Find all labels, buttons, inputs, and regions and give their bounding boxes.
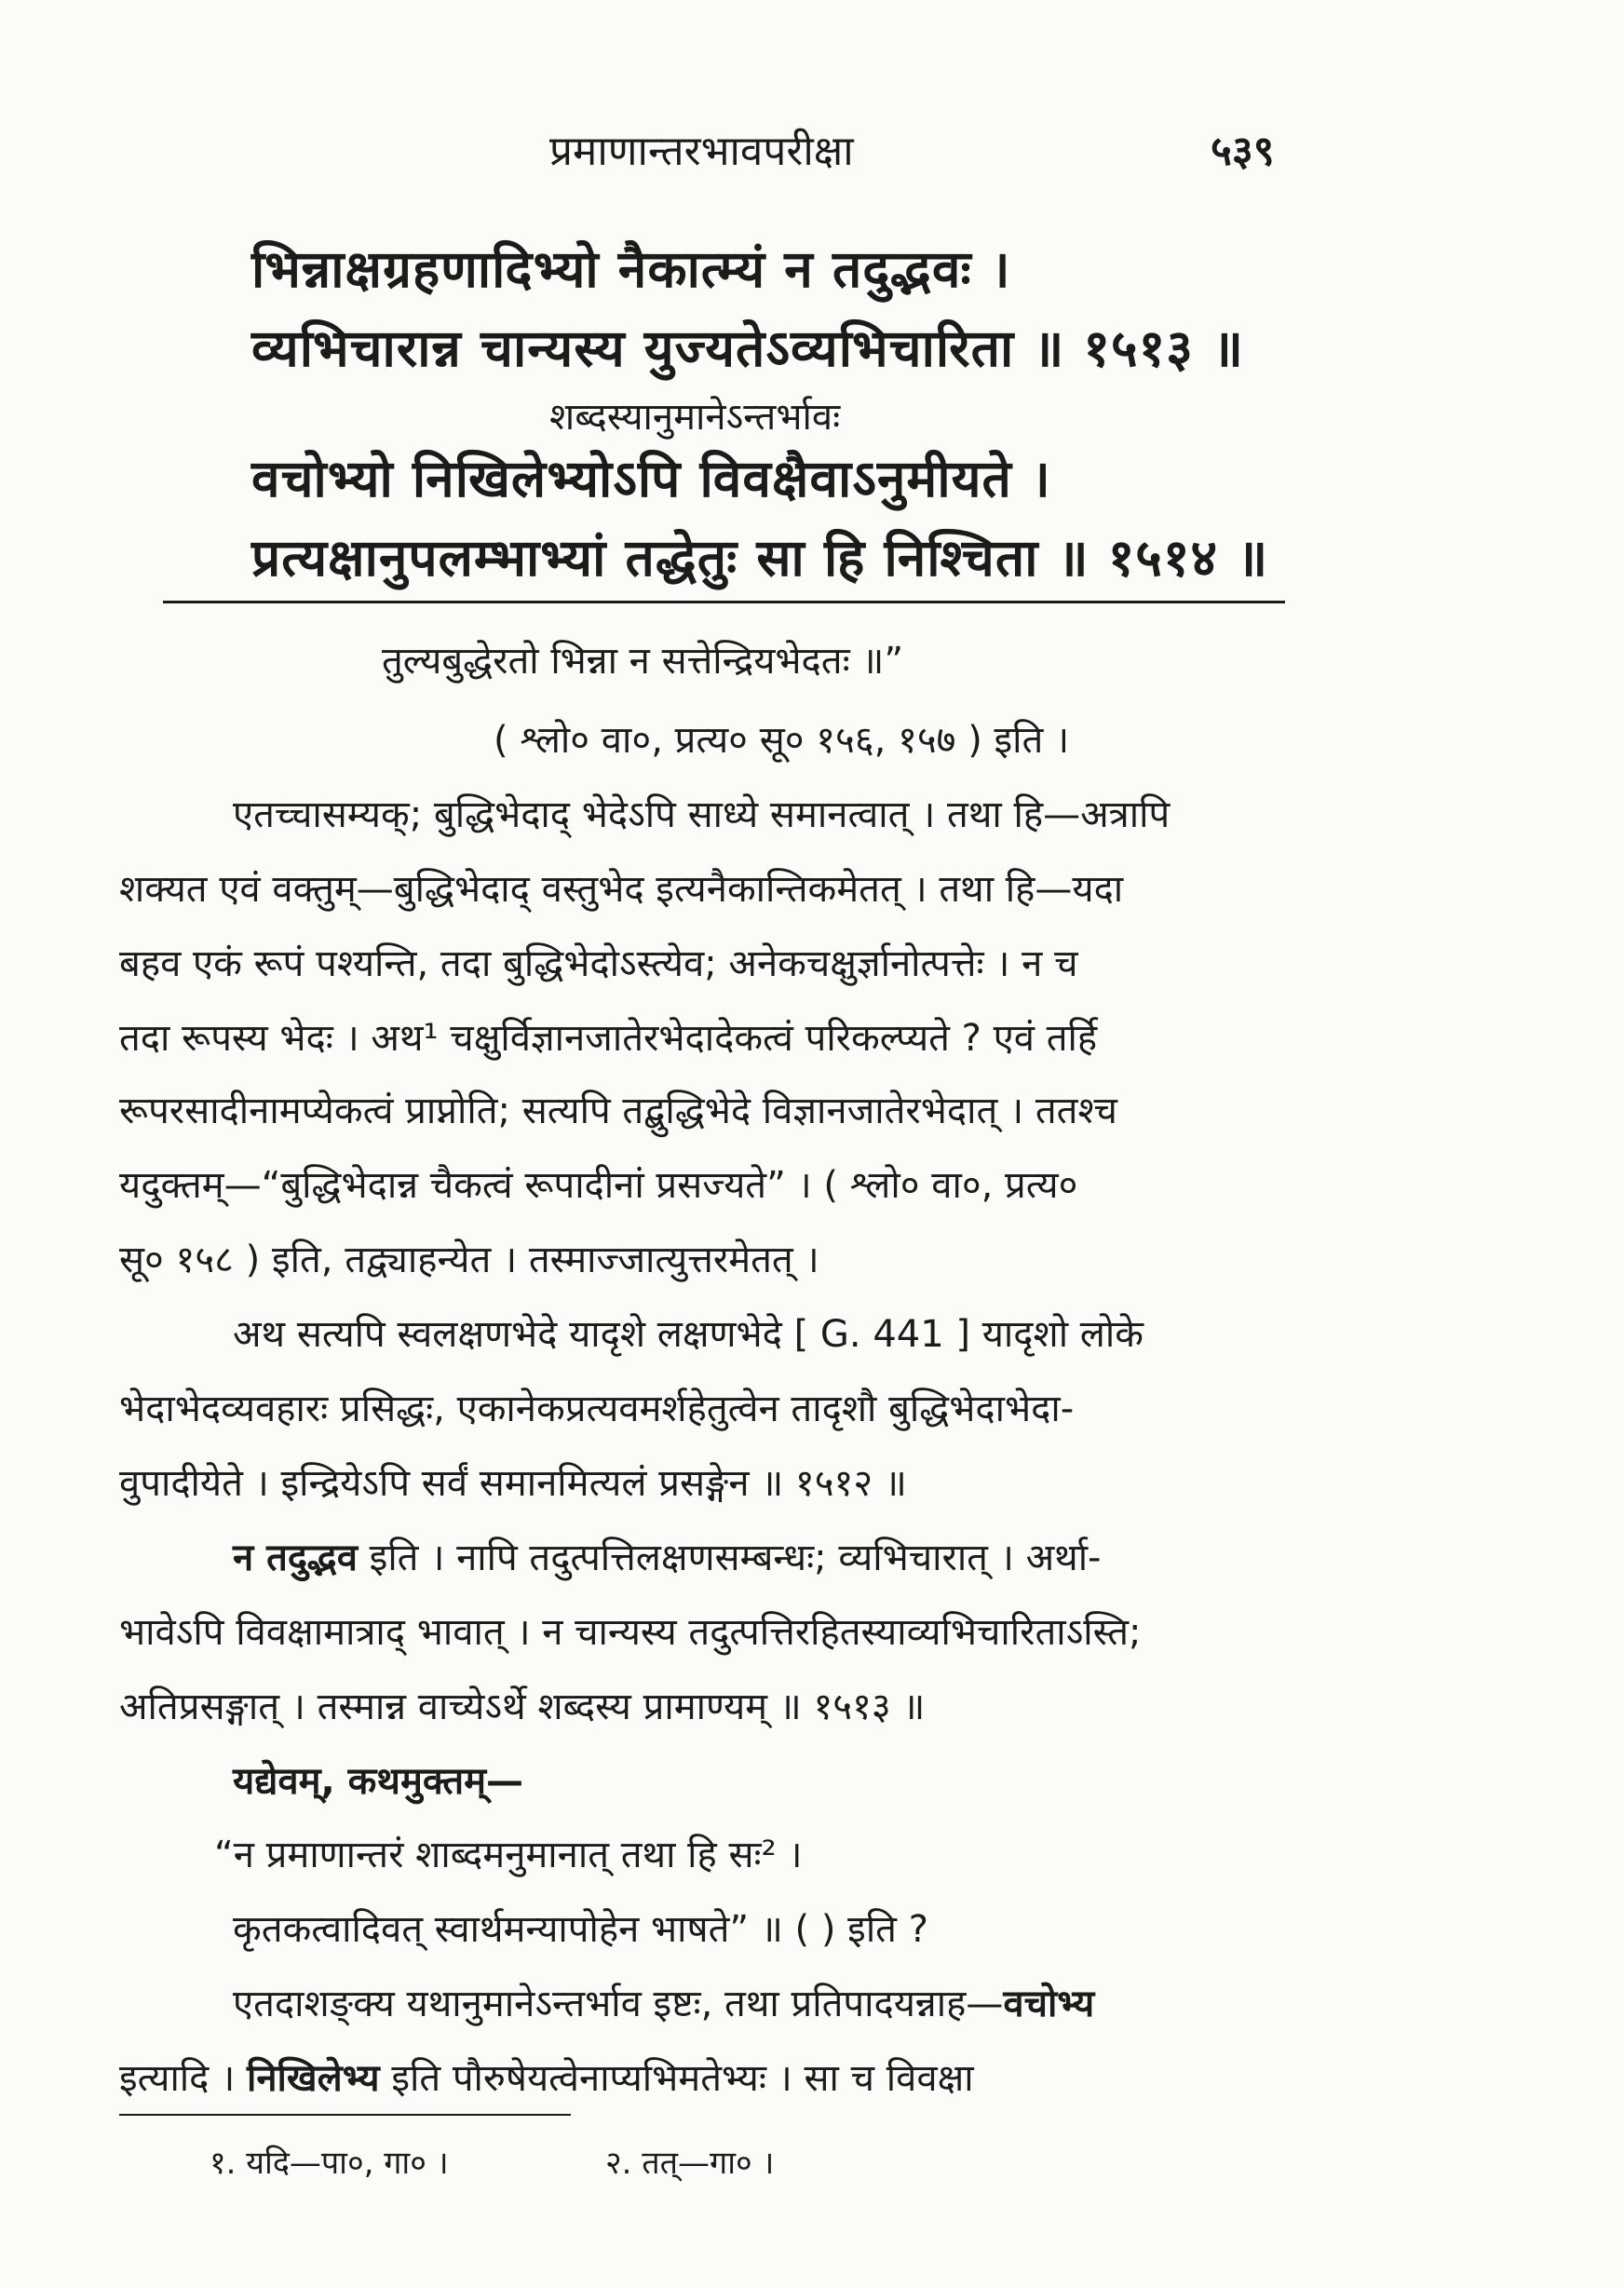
commentary-text: एतदाशङ्क्य यथानुमानेऽन्तर्भाव इष्टः, तथा प्रतिपादयन्नाह— (233, 1983, 1004, 2025)
commentary-line: वुपादीयेते । इन्द्रियेऽपि सर्वं समानमित्यलं प्रसङ्गेन ॥ १५१२ ॥ (119, 1462, 907, 1505)
section-heading: शब्दस्यानुमानेऽन्तर्भावः (549, 396, 841, 439)
running-header-title: प्रमाणान्तरभावपरीक्षा (549, 128, 854, 175)
verse-line-1: भिन्नाक्षग्रहणादिभ्यो नैकात्म्यं न तदुद्भवः । (251, 239, 1011, 299)
commentary-line: बहव एकं रूपं पश्यन्ति, तदा बुद्धिभेदोऽस्त्येव; अनेकचक्षुर्ज्ञानोत्पत्तेः । न च (119, 942, 1078, 985)
commentary-line: ( श्लो० वा०, प्रत्य० सू० १५६, १५७ ) इति । (494, 719, 1070, 762)
commentary-text: इति पौरुषेयत्वेनाप्यभिमतेभ्यः । सा च विवक्षा (379, 2057, 974, 2100)
verse-line-3: वचोभ्यो निखिलेभ्योऽपि विवक्षैवाऽनुमीयते । (251, 449, 1051, 508)
verse-separator-rule (163, 601, 1285, 603)
lemma-bold: न तदुद्भव (233, 1537, 358, 1579)
quoted-verse-line: कृतकत्वादिवत् स्वार्थमन्यापोहेन भाषते” ॥ ( ) इति ? (233, 1908, 928, 1951)
commentary-line: शक्यत एवं वक्तुम्—बुद्धिभेदाद् वस्तुभेद इत्यनैकान्तिकमेतत् । तथा हि—यदा (119, 868, 1124, 911)
footnote-2: २. तत्—गा० । (605, 2145, 775, 2182)
commentary-line (233, 1530, 1397, 1581)
commentary-line: भेदाभेदव्यवहारः प्रसिद्धः, एकानेकप्रत्यवमर्शहेतुत्वेन तादृशौ बुद्धिभेदाभेदा- (119, 1388, 1075, 1430)
commentary-line: अथ सत्यपि स्वलक्षणभेदे यादृशे लक्षणभेदे [ G. 441 ] यादृशो लोके (233, 1313, 1144, 1356)
commentary-line: यदुक्तम्—“बुद्धिभेदान्न चैकत्वं रूपादीनां प्रसज्यते” । ( श्लो० वा०, प्रत्य० (119, 1164, 1078, 1207)
lemma-bold: निखिलेभ्य (247, 2057, 380, 2100)
commentary-text: इति । नापि तदुत्पत्तिलक्षणसम्बन्धः; व्यभिचारात् । अर्था- (357, 1537, 1102, 1579)
footnote-separator-rule (119, 2114, 571, 2116)
commentary-line: भावेऽपि विवक्षामात्राद् भावात् । न चान्यस्य तदुत्पत्तिरहितस्याव्यभिचारिताऽस्ति; (119, 1611, 1142, 1654)
commentary-text: इत्यादि । (119, 2057, 247, 2100)
commentary-line: तदा रूपस्य भेदः । अथ¹ चक्षुर्विज्ञानजातेरभेदादेकत्वं परिकल्प्यते ? एवं तर्हि (119, 1017, 1098, 1060)
commentary-line: रूपरसादीनामप्येकत्वं प्राप्नोति; सत्यपि तद्बुद्धिभेदे विज्ञानजातेरभेदात् । ततश्च (119, 1090, 1117, 1132)
commentary-line (233, 1976, 1397, 2027)
quoted-verse-line: “न प्रमाणान्तरं शाब्दमनुमानात् तथा हि सः² । (214, 1834, 803, 1876)
verse-line-4: प्रत्यक्षानुपलम्भाभ्यां तद्धेतुः सा हि निश्चिता ॥ १५१४ ॥ (251, 528, 1269, 588)
commentary-line: एतच्चासम्यक्; बुद्धिभेदाद् भेदेऽपि साध्ये समानत्वात् । तथा हि—अत्रापि (233, 793, 1171, 836)
footnote-1: १. यदि—पा०, गा० । (210, 2145, 449, 2182)
lemma-bold: वचोभ्य (1003, 1983, 1095, 2025)
commentary-line: यद्येवम्, कथमुक्तम्— (233, 1760, 524, 1803)
verse-line-2: व्यभिचारान्न चान्यस्य युज्यतेऽव्यभिचारिता ॥ १५१३ ॥ (251, 318, 1244, 378)
commentary-line (119, 2051, 1283, 2102)
commentary-line: तुल्यबुद्धेरतो भिन्ना न सत्तेन्द्रियभेदतः ॥” (382, 640, 904, 683)
commentary-line: सू० १५८ ) इति, तद्व्याहन्येत । तस्माज्जात्युत्तरमेतत् । (119, 1239, 819, 1281)
page-number: ५३९ (1211, 128, 1275, 175)
commentary-line: अतिप्रसङ्गात् । तस्मान्न वाच्येऽर्थे शब्दस्य प्रामाण्यम् ॥ १५१३ ॥ (119, 1686, 926, 1728)
